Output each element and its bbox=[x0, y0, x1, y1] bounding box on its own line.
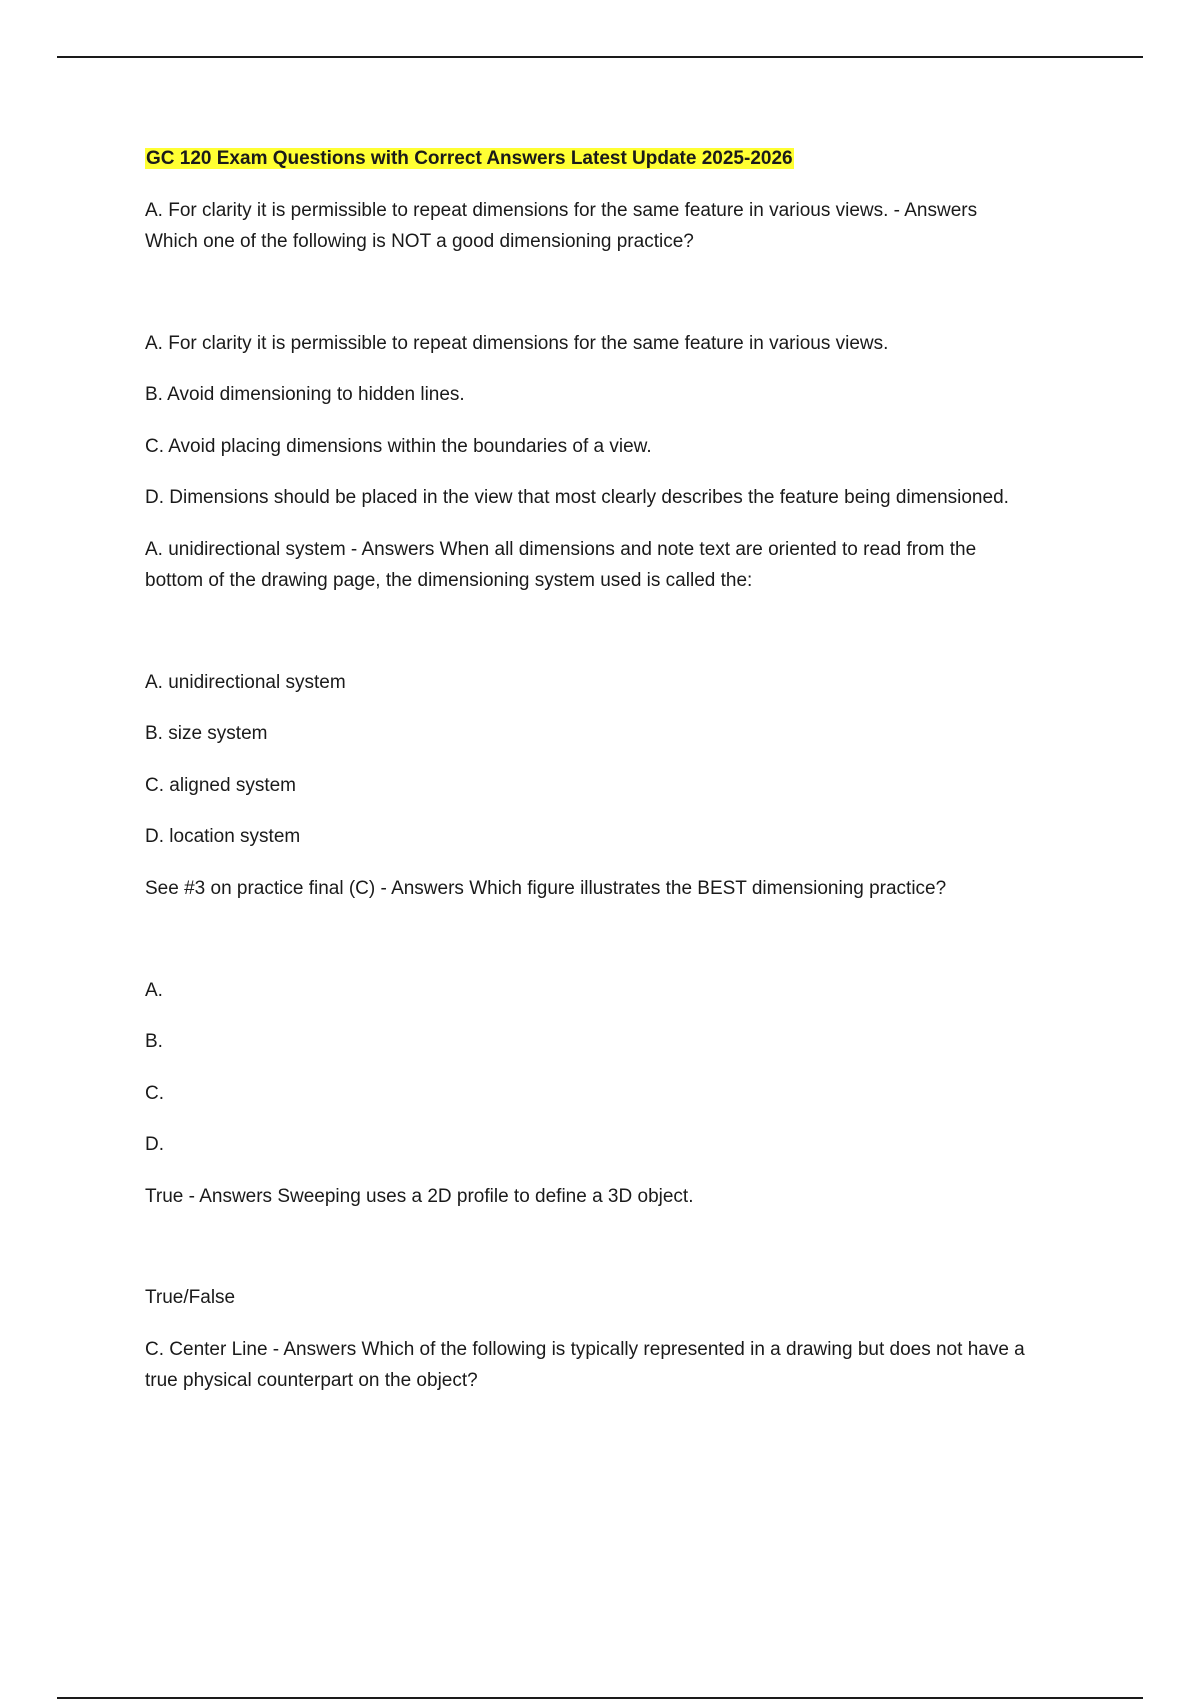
header-rule bbox=[57, 56, 1143, 58]
q3-answer-line-1: See #3 on practice final (C) - Answers Which figure illustrates the BEST dimensioning practice? bbox=[145, 878, 947, 899]
q1-option-a: A. For clarity it is permissible to repeat dimensions for the same feature in various views. bbox=[145, 333, 889, 354]
q3-option-a: A. bbox=[145, 980, 163, 1001]
q5-answer-line-2: true physical counterpart on the object? bbox=[145, 1370, 478, 1391]
footer-rule bbox=[57, 1697, 1143, 1699]
q3-option-d: D. bbox=[145, 1134, 164, 1155]
q4-answer-line-1: True - Answers Sweeping uses a 2D profile to define a 3D object. bbox=[145, 1186, 694, 1207]
q3-option-b: B. bbox=[145, 1031, 163, 1052]
document-title-line bbox=[145, 144, 794, 174]
q1-answer-line-2: Which one of the following is NOT a good dimensioning practice? bbox=[145, 231, 694, 252]
document-title: GC 120 Exam Questions with Correct Answers Latest Update 2025-2026 bbox=[146, 148, 793, 169]
q2-answer-line-2: bottom of the drawing page, the dimensioning system used is called the: bbox=[145, 570, 753, 591]
q2-answer-line-1: A. unidirectional system - Answers When all dimensions and note text are oriented to read from the bbox=[145, 539, 977, 560]
q2-option-c: C. aligned system bbox=[145, 775, 297, 796]
q4-option-true-false: True/False bbox=[145, 1287, 236, 1308]
q1-option-d: D. Dimensions should be placed in the view that most clearly describes the feature being dimensioned. bbox=[145, 487, 1009, 508]
q2-option-b: B. size system bbox=[145, 723, 268, 744]
q3-option-c: C. bbox=[145, 1083, 164, 1104]
q1-answer-line-1: A. For clarity it is permissible to repeat dimensions for the same feature in various views. - Answers bbox=[145, 200, 978, 221]
q2-option-a: A. unidirectional system bbox=[145, 672, 346, 693]
q1-option-c: C. Avoid placing dimensions within the boundaries of a view. bbox=[145, 436, 652, 457]
q1-option-b: B. Avoid dimensioning to hidden lines. bbox=[145, 384, 465, 405]
q5-answer-line-1: C. Center Line - Answers Which of the following is typically represented in a drawing but does not have a bbox=[145, 1339, 1025, 1360]
q2-option-d: D. location system bbox=[145, 826, 301, 847]
